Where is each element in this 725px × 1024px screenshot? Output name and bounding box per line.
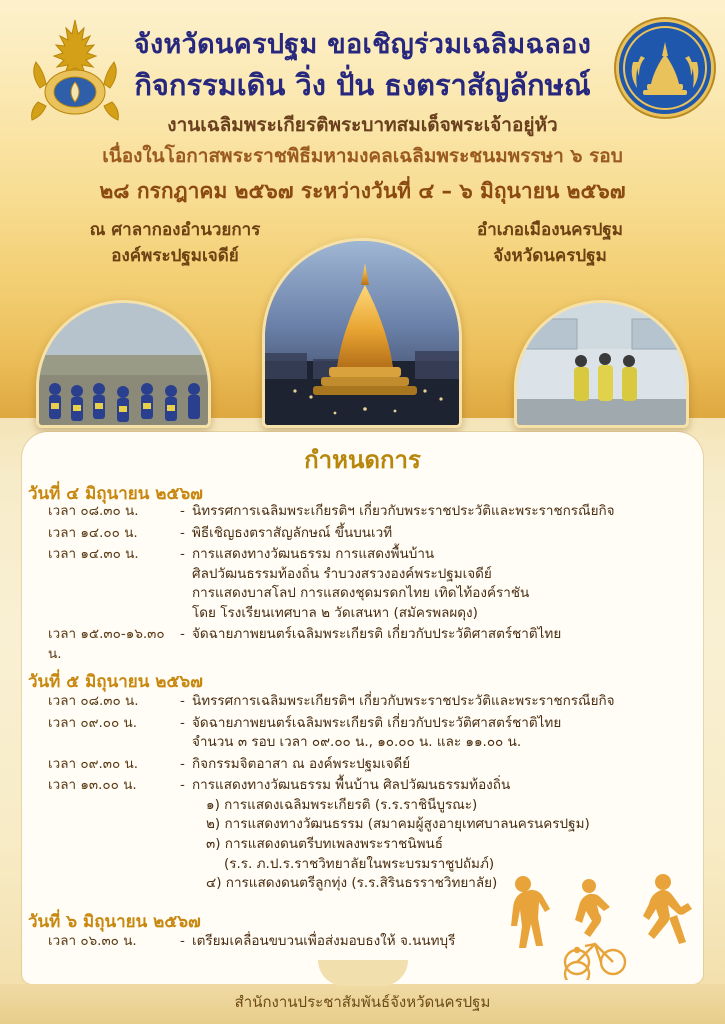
- day-heading-2: วันที่ ๕ มิถุนายน ๒๕๖๗: [28, 672, 203, 692]
- row-dash: -: [180, 546, 185, 563]
- schedule-title: กำหนดการ: [304, 446, 421, 474]
- day-rows-1: [48, 502, 678, 667]
- row-desc-sub: ศิลปวัฒนธรรมท้องถิ่น รำบวงสรวงองค์พระปฐมเจดีย์: [192, 565, 492, 582]
- footer-text: สำนักงานประชาสัมพันธ์จังหวัดนครปฐม: [234, 993, 491, 1011]
- row-dash: -: [180, 933, 185, 949]
- venue-right-line-1: อำเภอเมืองนครปฐม: [476, 220, 623, 240]
- venue-right-line-2: จังหวัดนครปฐม: [493, 245, 607, 266]
- row-time: เวลา ๐๙.๐๐ น.: [48, 714, 138, 731]
- row-desc: นิทรรศการเฉลิมพระเกียรติฯ เกี่ยวกับพระราชประวัติและพระราชกรณียกิจ: [192, 503, 615, 519]
- row-dash: -: [180, 626, 185, 643]
- row-desc-sub: ๒) การแสดงทางวัฒนธรรม (สมาคมผู้สูงอายุเทศบาลนครนครปฐม): [206, 816, 590, 833]
- row-time: เวลา ๑๔.๓๐ น.: [48, 546, 139, 563]
- row-desc: เตรียมเคลื่อนขบวนเพื่อส่งมอบธงให้ จ.นนทบุรี: [192, 933, 456, 949]
- title-line-2: กิจกรรมเดิน วิ่ง ปั่น ธงตราสัญลักษณ์: [134, 68, 591, 102]
- row-desc-sub: โดย โรงเรียนเทศบาล ๒ วัดเสนหา (สมัครพลผดุง): [192, 604, 478, 621]
- row-desc: กิจกรรมจิตอาสา ณ องค์พระปฐมเจดีย์: [192, 755, 411, 772]
- row-desc-main: จัดฉายภาพยนตร์เฉลิมพระเกียรติ เกี่ยวกับประวัติศาสตร์ชาติไทย: [192, 714, 562, 731]
- row-time: เวลา ๑๓.๐๐ น.: [48, 777, 137, 794]
- photo-phra-pathom-chedi: [262, 238, 462, 428]
- row-dash: -: [180, 777, 185, 794]
- row-time: เวลา ๐๙.๓๐ น.: [48, 755, 139, 772]
- row-dash: -: [180, 503, 185, 519]
- day-heading-1: วันที่ ๔ มิถุนายน ๒๕๖๗: [28, 484, 203, 504]
- walk-bike-run-silhouettes-icon: [501, 870, 701, 980]
- row-dash: -: [180, 693, 185, 709]
- row-desc-sub: ๔) การแสดงดนตรีลูกทุ่ง (ร.ร.สิรินธรราชวิทยาลัย): [206, 875, 498, 892]
- schedule-row: [48, 625, 678, 664]
- schedule-row: [48, 502, 678, 522]
- row-desc-sub: ๓) การแสดงดนตรีบทเพลงพระราชนิพนธ์: [206, 835, 443, 852]
- row-dash: -: [180, 524, 185, 541]
- schedule-row: [48, 545, 678, 623]
- row-time: เวลา ๑๕.๓๐-๑๖.๓๐ น.: [48, 626, 165, 662]
- row-time: เวลา ๐๘.๓๐ น.: [48, 693, 139, 709]
- row-dash: -: [180, 755, 185, 772]
- row-desc-sub: (ร.ร. ภ.ป.ร.ราชวิทยาลัยในพระบรมราชูปถัมภ์): [224, 855, 495, 872]
- row-desc-sub: ๑) การแสดงเฉลิมพระเกียรติ (ร.ร.ราชินีบูรณะ): [206, 796, 478, 813]
- event-date-line: ๒๘ กรกฎาคม ๒๕๖๗ ระหว่างวันที่ ๔ – ๖ มิถุนายน ๒๕๖๗: [99, 179, 626, 203]
- subtitle-line-2: เนื่องในโอกาสพระราชพิธีมหามงคลเฉลิมพระชนมพรรษา ๖ รอบ: [102, 145, 623, 167]
- schedule-row: [48, 755, 678, 775]
- row-time: เวลา ๐๘.๓๐ น.: [48, 503, 139, 519]
- schedule-row: [48, 524, 678, 544]
- row-desc: [192, 714, 678, 753]
- row-desc-sub: การแสดงบาสโลป การแสดงชุดมรดกไทย เทิดไท้องค์ราชัน: [192, 585, 530, 602]
- row-desc-main: การแสดงทางวัฒนธรรม พื้นบ้าน ศิลปวัฒนธรรมท้องถิ่น: [192, 777, 511, 794]
- row-time: เวลา ๑๔.๐๐ น.: [48, 524, 138, 541]
- row-desc: นิทรรศการเฉลิมพระเกียรติฯ เกี่ยวกับพระราชประวัติและพระราชกรณียกิจ: [192, 693, 615, 709]
- row-desc-main: การแสดงทางวัฒนธรรม การแสดงพื้นบ้าน: [192, 546, 435, 563]
- day-heading-3: วันที่ ๖ มิถุนายน ๒๕๖๗: [28, 912, 201, 932]
- title-line-1: จังหวัดนครปฐม ขอเชิญร่วมเฉลิมฉลอง: [133, 29, 592, 60]
- venue-left-line-1: ณ ศาลากองอำนวยการ: [89, 220, 261, 240]
- row-time: เวลา ๐๖.๓๐ น.: [48, 933, 137, 949]
- schedule-row: [48, 714, 678, 753]
- row-dash: -: [180, 714, 185, 731]
- schedule-row: [48, 692, 678, 712]
- row-desc-sub: จำนวน ๓ รอบ เวลา ๐๙.๐๐ น., ๑๐.๐๐ น. และ ๑๑.๐๐ น.: [192, 734, 522, 751]
- venue-left-line-2: องค์พระปฐมเจดีย์: [111, 245, 239, 266]
- venue-right: [405, 218, 695, 269]
- venue-left: [30, 218, 320, 269]
- row-desc: [192, 545, 678, 623]
- decorative-notch: [318, 960, 408, 986]
- subtitle-line-1: งานเฉลิมพระเกียรติพระบาทสมเด็จพระเจ้าอยู่หัว: [167, 114, 558, 136]
- row-desc: จัดฉายภาพยนตร์เฉลิมพระเกียรติ เกี่ยวกับประวัติศาสตร์ชาติไทย: [192, 626, 562, 643]
- day-rows-2: [48, 692, 678, 896]
- row-desc: พิธีเชิญธงตราสัญลักษณ์ ขึ้นบนเวที: [192, 524, 393, 541]
